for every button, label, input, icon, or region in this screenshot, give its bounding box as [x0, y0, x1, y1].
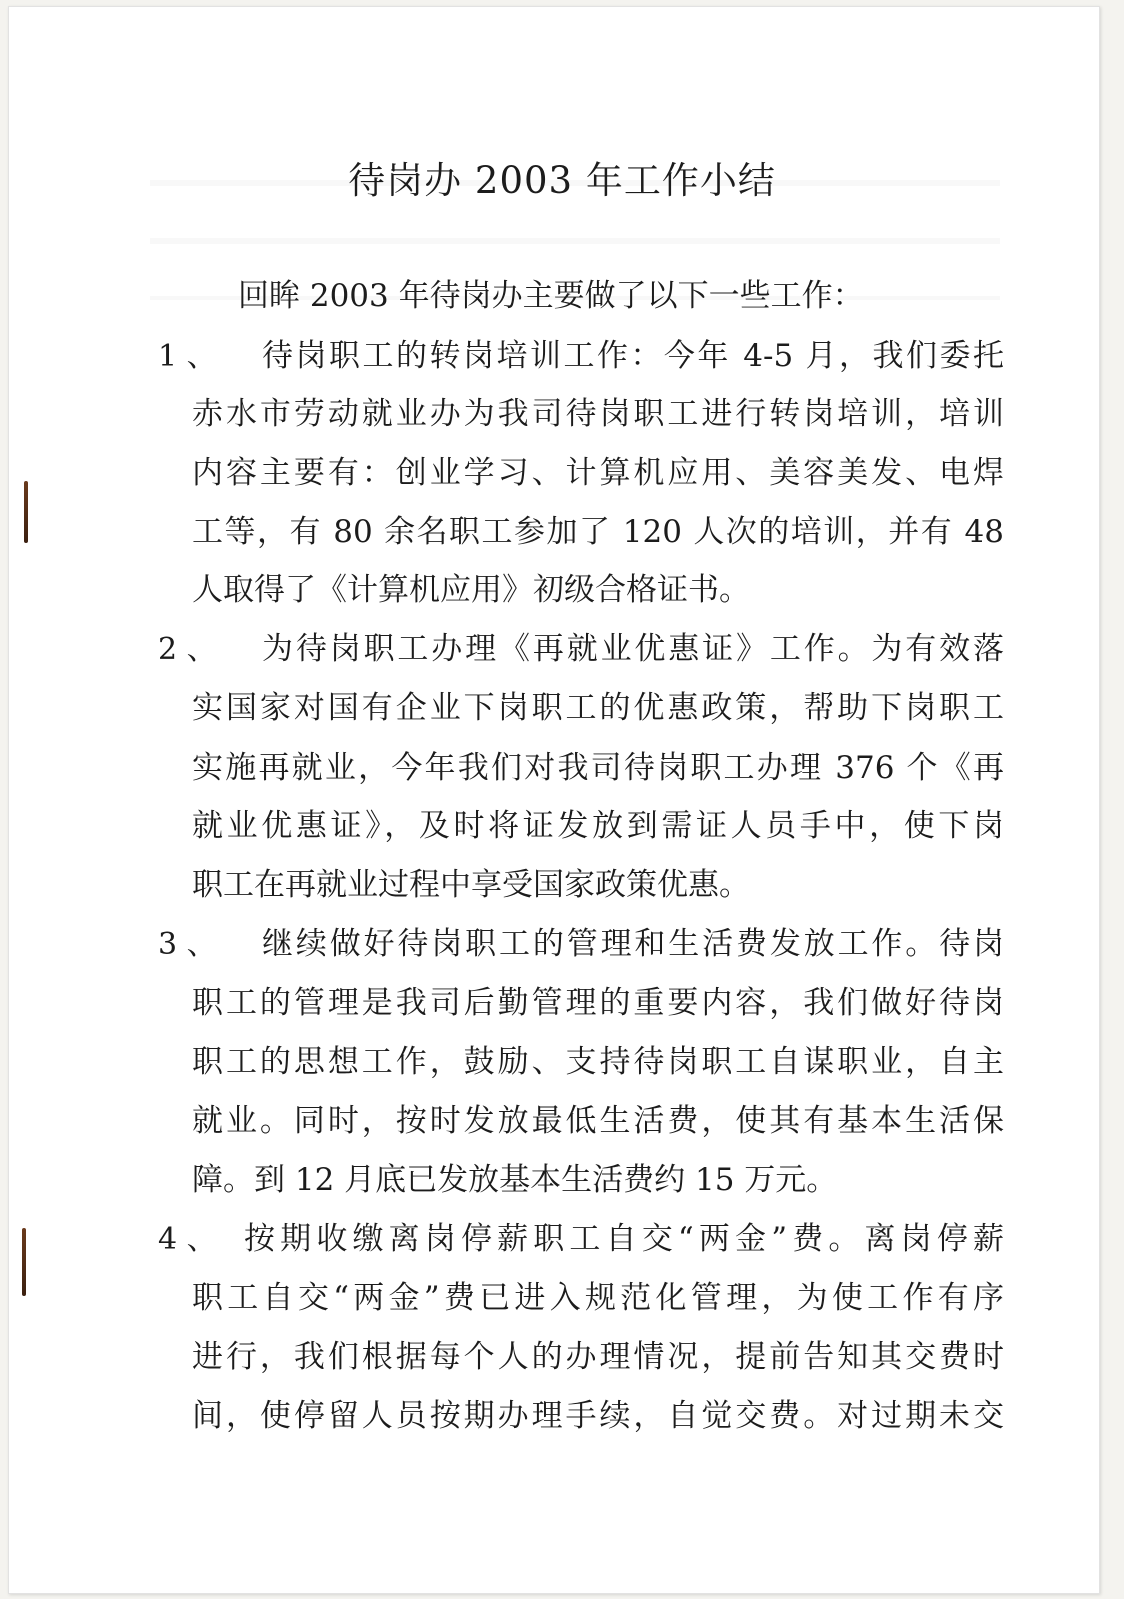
- item-number: 2 、: [158, 632, 217, 667]
- document-title: 待岗办 2003 年工作小结: [348, 159, 776, 202]
- item-line: 职工的思想工作，鼓励、支持待岗职工自谋职业，自主: [192, 1044, 1004, 1080]
- item-line: 实施再就业，今年我们对我司待岗职工办理 376 个《再: [192, 750, 1004, 786]
- item-line: 职工自交“两金”费已进入规范化管理，为使工作有序: [192, 1280, 1004, 1316]
- item-line: 职工的管理是我司后勤管理的重要内容，我们做好待岗: [192, 985, 1004, 1021]
- item-number: 3 、: [158, 927, 217, 962]
- item-line: 继续做好待岗职工的管理和生活费发放工作。待岗: [262, 926, 1004, 962]
- item-line: 待岗职工的转岗培训工作：今年 4-5 月，我们委托: [262, 338, 1004, 374]
- item-line: 赤水市劳动就业办为我司待岗职工进行转岗培训，培训: [192, 396, 1004, 432]
- item-line: 就业。同时，按时发放最低生活费，使其有基本生活保: [192, 1103, 1004, 1139]
- item-line: 就业优惠证》，及时将证发放到需证人员手中，使下岗: [192, 808, 1004, 844]
- item-line: 按期收缴离岗停薪职工自交“两金”费。离岗停薪: [244, 1221, 1004, 1257]
- intro-paragraph: 回眸 2003 年待岗办主要做了以下一些工作：: [238, 278, 864, 314]
- item-line: 职工在再就业过程中享受国家政策优惠。: [192, 867, 750, 903]
- item-line: 为待岗职工办理《再就业优惠证》工作。为有效落: [262, 631, 1004, 667]
- staple-mark: [22, 1228, 26, 1296]
- item-line: 间，使停留人员按期办理手续，自觉交费。对过期未交: [192, 1398, 1004, 1434]
- staple-mark: [24, 481, 28, 543]
- item-number: 1 、: [158, 339, 217, 374]
- item-line: 人取得了《计算机应用》初级合格证书。: [192, 572, 750, 608]
- item-line: 实国家对国有企业下岗职工的优惠政策，帮助下岗职工: [192, 690, 1004, 726]
- item-line: 内容主要有：创业学习、计算机应用、美容美发、电焊: [192, 455, 1004, 491]
- item-line: 工等，有 80 余名职工参加了 120 人次的培训，并有 48: [192, 514, 1004, 550]
- item-line: 障。到 12 月底已发放基本生活费约 15 万元。: [192, 1162, 838, 1198]
- item-number: 4 、: [158, 1222, 217, 1257]
- item-line: 进行，我们根据每个人的办理情况，提前告知其交费时: [192, 1339, 1004, 1375]
